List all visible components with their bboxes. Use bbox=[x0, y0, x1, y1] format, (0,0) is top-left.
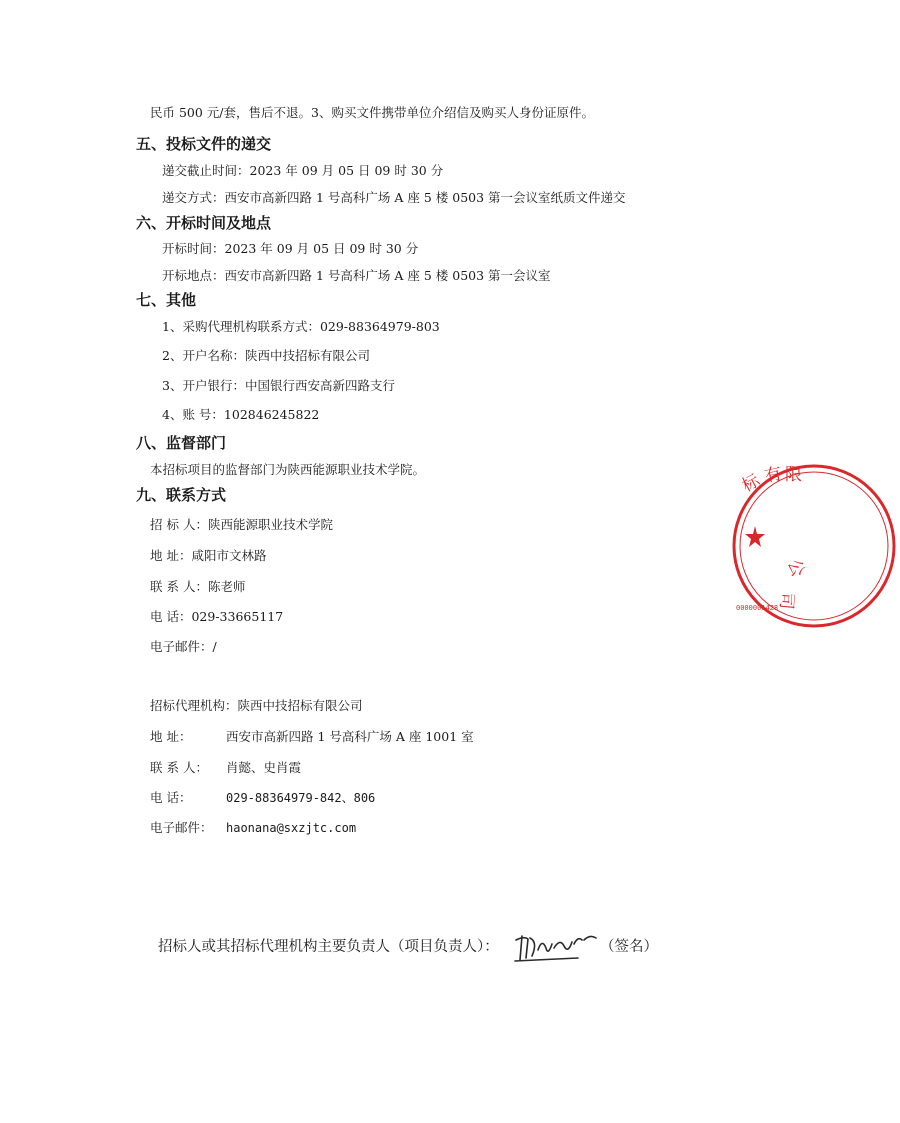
tenderer-phone: 电 话：029-33665117 bbox=[150, 609, 284, 624]
other-item: 1、采购代理机构联系方式：029-88364979-803 bbox=[162, 319, 440, 334]
svg-text:司: 司 bbox=[775, 591, 797, 611]
svg-text:0000001428: 0000001428 bbox=[736, 604, 779, 612]
opening-place: 开标地点：西安市高新四路 1 号高科广场 A 座 5 楼 0503 第一会议室 bbox=[162, 268, 551, 283]
tenderer-name: 招 标 人：陕西能源职业技术学院 bbox=[150, 517, 333, 532]
svg-text:公: 公 bbox=[783, 556, 808, 580]
opening-time: 开标时间：2023 年 09 月 05 日 09 时 30 分 bbox=[162, 241, 419, 256]
agency-address-label: 地 址： bbox=[150, 729, 192, 744]
agency-name: 招标代理机构：陕西中技招标有限公司 bbox=[150, 698, 363, 713]
agency-address: 西安市高新四路 1 号高科广场 A 座 1001 室 bbox=[226, 729, 474, 744]
svg-text:标: 标 bbox=[738, 470, 764, 497]
signature-suffix: （签名） bbox=[600, 939, 658, 955]
other-item: 3、开户银行：中国银行西安高新四路支行 bbox=[162, 378, 395, 393]
agency-email: haonana@sxzjtc.com bbox=[226, 821, 357, 835]
agency-phone: 029-88364979-842、806 bbox=[226, 791, 376, 805]
agency-phone-label: 电 话： bbox=[150, 790, 192, 805]
section-9-heading: 九、联系方式 bbox=[136, 486, 227, 504]
tenderer-email: 电子邮件：/ bbox=[150, 639, 217, 654]
other-item: 2、开户名称：陕西中技招标有限公司 bbox=[162, 348, 370, 363]
seal-graphic bbox=[730, 462, 900, 630]
submission-deadline: 递交截止时间：2023 年 09 月 05 日 09 时 30 分 bbox=[162, 163, 444, 178]
continuation-line: 民币 500 元/套，售后不退。3、购买文件携带单位介绍信及购买人身份证原件。 bbox=[150, 105, 594, 120]
tenderer-contact: 联 系 人：陈老师 bbox=[150, 579, 246, 594]
tenderer-address: 地 址：咸阳市文林路 bbox=[150, 548, 267, 563]
section-6-heading: 六、开标时间及地点 bbox=[136, 214, 272, 232]
supervision-text: 本招标项目的监督部门为陕西能源职业技术学院。 bbox=[150, 462, 426, 477]
other-item: 4、账 号：102846245822 bbox=[162, 407, 320, 422]
company-seal bbox=[730, 462, 808, 630]
agency-email-label: 电子邮件： bbox=[150, 820, 213, 835]
section-8-heading: 八、监督部门 bbox=[136, 434, 227, 452]
svg-text:限: 限 bbox=[785, 465, 802, 485]
section-5-heading: 五、投标文件的递交 bbox=[136, 135, 272, 153]
submission-method: 递交方式：西安市高新四路 1 号高科广场 A 座 5 楼 0503 第一会议室纸质文件递交 bbox=[162, 190, 626, 205]
signature-image bbox=[512, 930, 602, 964]
svg-text:有: 有 bbox=[762, 463, 784, 487]
agency-contact: 肖懿、史肖霞 bbox=[226, 760, 302, 775]
responsible-person-label: 招标人或其招标代理机构主要负责人（项目负责人）： bbox=[158, 939, 499, 955]
section-7-heading: 七、其他 bbox=[136, 291, 197, 309]
agency-contact-label: 联 系 人： bbox=[150, 760, 208, 775]
